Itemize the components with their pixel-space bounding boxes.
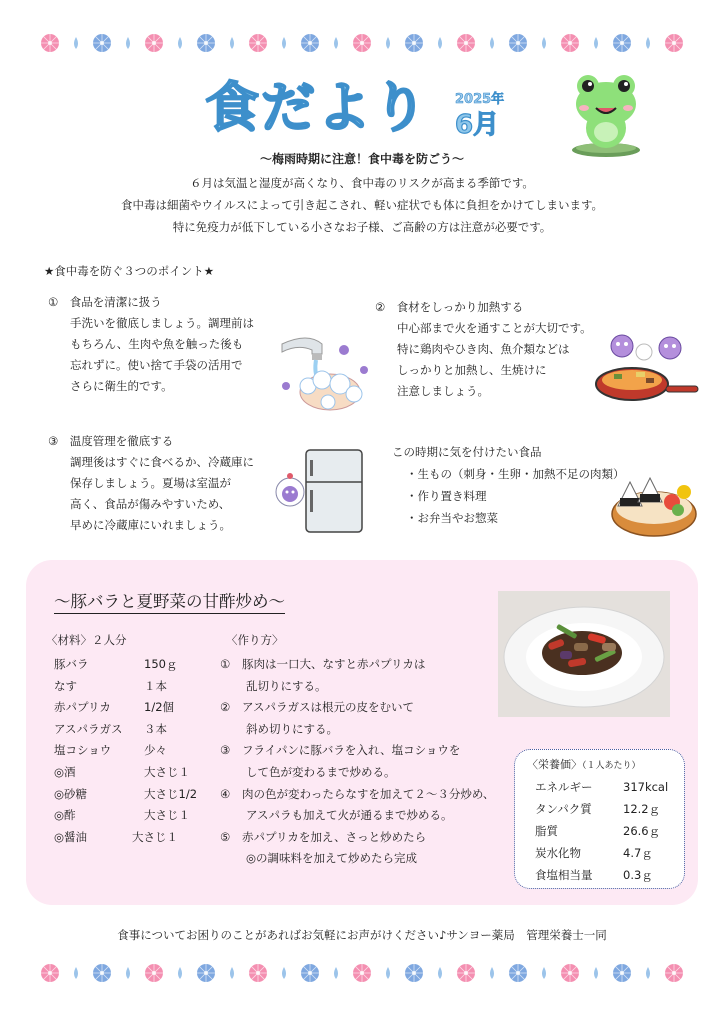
nutrition-row xyxy=(535,820,685,842)
raindrop-icon xyxy=(540,37,548,49)
umbrella-blue-icon xyxy=(196,33,216,53)
point-1 xyxy=(48,292,288,397)
raindrop-icon xyxy=(488,37,496,49)
point-1-line: さらに衛生的です。 xyxy=(70,379,173,393)
nutrition-label: 脂質 xyxy=(535,824,558,838)
umbrella-pink-icon xyxy=(560,33,580,53)
ingredient-amount: 大さじ１ xyxy=(132,829,178,844)
step-number xyxy=(220,805,242,827)
step-text: 斜め切りにする。 xyxy=(246,721,338,736)
bottom-border-decoration xyxy=(40,962,684,984)
umbrella-blue-icon xyxy=(612,963,632,983)
nutrition-box xyxy=(514,749,685,889)
point-3 xyxy=(48,431,288,536)
point-2-line: 特に鶏肉やひき肉、魚介類などは xyxy=(397,342,570,356)
umbrella-pink-icon xyxy=(664,33,684,53)
nutrition-value: 12.2ｇ xyxy=(623,802,661,816)
refrigerator-illustration xyxy=(270,446,370,536)
intro-line: ６月は気温と湿度が高くなり、食中毒のリスクが高まる季節です。 xyxy=(190,176,534,190)
raindrop-icon xyxy=(280,37,288,49)
step-line xyxy=(220,697,520,719)
raindrop-icon xyxy=(540,967,548,979)
footer-message: 食事についてお困りのことがあればお気軽にお声がけください♪サンヨー薬局 管理栄養士一同 xyxy=(117,928,607,942)
umbrella-blue-icon xyxy=(508,963,528,983)
umbrella-pink-icon xyxy=(352,33,372,53)
point-3-line: 早めに冷蔵庫にいれましょう。 xyxy=(70,518,231,532)
nutrition-row xyxy=(535,776,685,798)
points-heading: ★食中毒を防ぐ３つのポイント★ xyxy=(44,264,215,278)
nutrition-row xyxy=(535,864,685,886)
nutrition-label: 炭水化物 xyxy=(535,846,581,860)
intro-line: 特に免疫力が低下している小さなお子様、ご高齢の方は注意が必要です。 xyxy=(172,220,552,234)
ingredient-amount: 大さじ1/2 xyxy=(144,786,198,801)
ingredient-amount: １本 xyxy=(144,678,167,693)
step-text: アスパラガスは根元の皮をむいて xyxy=(242,700,415,715)
title-year: 2025年 xyxy=(455,92,505,107)
step-text: 豚肉は一口大、なすと赤パプリカは xyxy=(242,657,426,671)
raindrop-icon xyxy=(436,37,444,49)
umbrella-blue-icon xyxy=(404,963,424,983)
umbrella-blue-icon xyxy=(196,963,216,983)
step-text: フライパンに豚バラを入れ、塩コショウを xyxy=(242,743,461,758)
point-2-title: ② 食材をしっかり加熱する xyxy=(375,300,524,314)
ingredient-amount: 少々 xyxy=(144,743,167,758)
step-number xyxy=(220,762,242,784)
umbrella-pink-icon xyxy=(248,33,268,53)
ingredients-heading: 〈材料〉２人分 xyxy=(46,633,127,647)
step-text: 乱切りにする。 xyxy=(246,678,327,693)
ingredient-row xyxy=(54,697,224,719)
umbrella-blue-icon xyxy=(404,33,424,53)
ingredient-row xyxy=(54,676,224,698)
raindrop-icon xyxy=(332,37,340,49)
umbrella-blue-icon xyxy=(300,963,320,983)
umbrella-blue-icon xyxy=(508,33,528,53)
nutrition-title: 〈栄養価〉 xyxy=(527,758,582,771)
step-text: して色が変わるまで炒める。 xyxy=(246,764,396,779)
step-line xyxy=(220,827,520,849)
raindrop-icon xyxy=(488,967,496,979)
raindrop-icon xyxy=(124,37,132,49)
point-3-line: 保存しましょう。夏場は室温が xyxy=(70,476,231,490)
step-line xyxy=(220,719,520,741)
umbrella-blue-icon xyxy=(92,963,112,983)
care-foods xyxy=(392,441,625,529)
umbrella-pink-icon xyxy=(248,963,268,983)
ingredient-name: アスパラガス xyxy=(54,721,123,736)
point-1-line: 忘れずに。使い捨て手袋の活用で xyxy=(70,358,243,372)
nutrition-value: 4.7ｇ xyxy=(623,846,653,860)
raindrop-icon xyxy=(592,967,600,979)
recipe-title: ～豚バラと夏野菜の甘酢炒め～ xyxy=(54,588,285,614)
ingredient-row xyxy=(54,762,224,784)
ingredient-name: ◎醤油 xyxy=(54,829,88,844)
raindrop-icon xyxy=(644,37,652,49)
ingredient-amount: ３本 xyxy=(144,721,167,736)
point-1-title: ① 食品を清潔に扱う xyxy=(48,295,162,309)
point-2-line: しっかりと加熱し、生焼けに xyxy=(397,363,547,377)
dish-photo xyxy=(498,591,670,717)
ingredient-name: ◎酢 xyxy=(54,808,76,823)
care-heading: この時期に気を付けたい食品 xyxy=(392,445,542,459)
umbrella-pink-icon xyxy=(40,963,60,983)
umbrella-blue-icon xyxy=(92,33,112,53)
step-number xyxy=(220,719,242,741)
umbrella-pink-icon xyxy=(352,963,372,983)
raindrop-icon xyxy=(436,967,444,979)
handwashing-illustration xyxy=(278,328,374,416)
umbrella-pink-icon xyxy=(664,963,684,983)
step-number: ③ xyxy=(220,743,231,758)
raindrop-icon xyxy=(280,967,288,979)
umbrella-blue-icon xyxy=(300,33,320,53)
ingredients-list xyxy=(54,654,224,848)
step-number: ② xyxy=(220,700,231,715)
point-1-line: もちろん、生肉や魚を触った後も xyxy=(70,337,244,351)
raindrop-icon xyxy=(332,967,340,979)
ingredient-amount: 1/2個 xyxy=(144,700,175,715)
step-number: ④ xyxy=(220,786,231,801)
ingredient-row xyxy=(54,740,224,762)
raindrop-icon xyxy=(644,967,652,979)
step-text: アスパラも加えて火が通るまで炒める。 xyxy=(246,808,453,823)
top-border-decoration xyxy=(40,32,684,54)
title-month: 6月 xyxy=(455,110,500,140)
step-number xyxy=(220,848,242,870)
step-line xyxy=(220,762,520,784)
step-line xyxy=(220,784,520,806)
nutrition-value: 26.6ｇ xyxy=(623,824,661,838)
step-text: ◎の調味料を加えて炒めたら完成 xyxy=(246,851,418,866)
step-line xyxy=(220,848,520,870)
raindrop-icon xyxy=(228,967,236,979)
ingredient-row xyxy=(54,827,224,849)
step-number: ① xyxy=(220,657,231,671)
nutrition-label: エネルギー xyxy=(535,780,593,794)
masthead xyxy=(205,76,535,146)
ingredient-amount: 大さじ１ xyxy=(144,808,190,823)
raindrop-icon xyxy=(384,37,392,49)
ingredient-name: ◎酒 xyxy=(54,764,76,779)
care-item: ・生もの（刺身・生卵・加熱不足の肉類） xyxy=(406,467,625,481)
point-2-line: 中心部まで火を通すことが大切です。 xyxy=(397,321,592,335)
ingredient-name: 赤パプリカ xyxy=(54,700,111,715)
nutrition-value: 317kcal xyxy=(623,780,669,794)
umbrella-blue-icon xyxy=(612,33,632,53)
ingredient-name: 豚バラ xyxy=(54,657,89,671)
raindrop-icon xyxy=(176,967,184,979)
nutrition-heading xyxy=(527,756,641,772)
point-3-line: 調理後はすぐに食べるか、冷蔵庫に xyxy=(70,455,254,469)
frying-pan-illustration xyxy=(592,330,700,414)
nutrition-label: 食塩相当量 xyxy=(535,868,593,882)
step-line xyxy=(220,805,520,827)
step-text: 赤パプリカを加え、さっと炒めたら xyxy=(242,829,427,844)
nutrition-row xyxy=(535,842,685,864)
steps-list xyxy=(220,654,520,870)
raindrop-icon xyxy=(72,37,80,49)
ingredient-name: なす xyxy=(54,678,77,693)
page-title: 食だより xyxy=(205,76,429,139)
umbrella-pink-icon xyxy=(456,963,476,983)
care-item: ・作り置き料理 xyxy=(406,489,487,503)
nutrition-note: （１人あたり） xyxy=(582,761,641,771)
umbrella-pink-icon xyxy=(144,963,164,983)
ingredient-row xyxy=(54,805,224,827)
care-list xyxy=(392,463,625,529)
umbrella-pink-icon xyxy=(456,33,476,53)
ingredient-row xyxy=(54,654,224,676)
raindrop-icon xyxy=(384,967,392,979)
point-1-line: 手洗いを徹底しましょう。調理前は xyxy=(70,316,254,330)
step-number xyxy=(220,676,242,698)
raindrop-icon xyxy=(228,37,236,49)
ingredient-row xyxy=(54,719,224,741)
subtitle: ～梅雨時期に注意！食中毒を防ごう～ xyxy=(259,152,464,166)
care-item: ・お弁当やお惣菜 xyxy=(406,511,498,525)
point-2 xyxy=(375,297,620,402)
umbrella-pink-icon xyxy=(40,33,60,53)
bento-box-illustration xyxy=(608,462,700,542)
step-number: ⑤ xyxy=(220,829,231,844)
ingredient-row xyxy=(54,784,224,806)
ingredient-name: 塩コショウ xyxy=(54,743,112,758)
raindrop-icon xyxy=(592,37,600,49)
frog-illustration xyxy=(566,68,646,158)
raindrop-icon xyxy=(72,967,80,979)
ingredient-amount: 大さじ１ xyxy=(144,764,190,779)
raindrop-icon xyxy=(176,37,184,49)
step-line xyxy=(220,654,520,676)
umbrella-pink-icon xyxy=(144,33,164,53)
steps-heading: 〈作り方〉 xyxy=(226,633,284,647)
nutrition-row xyxy=(535,798,685,820)
ingredient-amount: 150ｇ xyxy=(144,657,178,671)
step-text: 肉の色が変わったらなすを加えて２～３分炒め、 xyxy=(242,786,495,801)
intro-text xyxy=(0,172,724,238)
nutrition-value: 0.3ｇ xyxy=(623,868,653,882)
point-2-line: 注意しましょう。 xyxy=(397,384,489,398)
step-line xyxy=(220,676,520,698)
intro-line: 食中毒は細菌やウイルスによって引き起こされ、軽い症状でも体に負担をかけてしまいます。 xyxy=(120,198,604,212)
point-3-line: 高く、食品が傷みやすいため、 xyxy=(70,497,231,511)
point-3-title: ③ 温度管理を徹底する xyxy=(48,434,174,448)
ingredient-name: ◎砂糖 xyxy=(54,786,88,801)
umbrella-pink-icon xyxy=(560,963,580,983)
raindrop-icon xyxy=(124,967,132,979)
nutrition-label: タンパク質 xyxy=(535,802,592,816)
step-line xyxy=(220,740,520,762)
